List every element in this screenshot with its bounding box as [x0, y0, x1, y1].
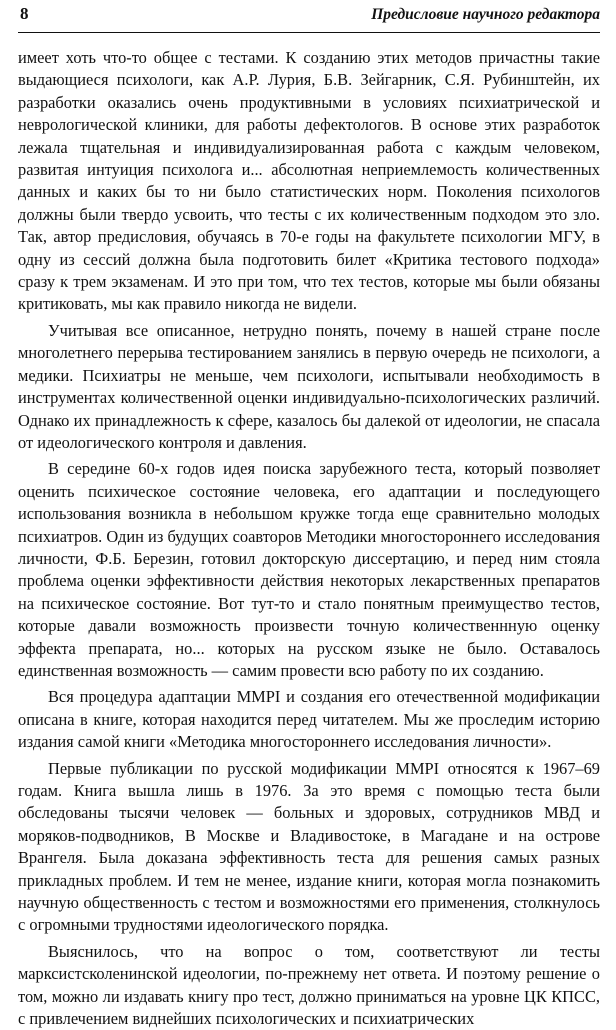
paragraph-5: Первые публикации по русской модификации MMPI относятся к 1967–69 годам. Книга вышла лишь в 1976. За это время с помощью теста были обследованы тысячи человек — больных и здоровых, сотрудников МВД и моряков-подводников, В Москве и Владивостоке, в Магадане и на острове Врангеля. Была доказана эффективность теста для решения самых разных прикладных проблем. И тем не менее, издание книги, которая могла познакомить научную общественность с тестом и возможностями его применения, столкнулось с огромными трудностями идеологического порядка. [18, 758, 600, 935]
paragraph-2: Учитывая все описанное, нетрудно понять, почему в нашей стране после многолетнего перерыва тестированием занялись в первую очередь не психологи, а медики. Психиатры не меньше, чем психологи, испытывали необходимость в инструментах количественной оценки индивидуально-психологических различий. Однако их принадлежность к сфере, казалось бы далекой от идеологии, не спасала от идеологического контроля и давления. [18, 320, 600, 452]
page-header [18, 2, 600, 33]
paragraph-1: имеет хоть что-то общее с тестами. К созданию этих методов причастны такие выдающиеся психологи, как А.Р. Лурия, Б.В. Зейгарник, С.Я. Рубинштейн, их разработки оказались очень продуктивными в условиях психиатрической и неврологической клиники, для работы дефектологов. В основе этих разработок лежала тщательная и индивидуализированная работа с каждым человеком, развитая интуиция психолога и... абсолютная неприемлемость количественных данных и каких бы то ни было статистических норм. Поколения психологов должны были твердо усвоить, что тесты с их количественным подходом это зло. Так, автор предисловия, обучаясь в 70-е годы на факультете психологии МГУ, в одну из сессий должна была подготовить билет «Критика тестового подхода» сразу к трем экзаменам. И это при том, что тех тестов, которые мы были обязаны критиковать, мы как правило никогда не видели. [18, 48, 600, 314]
page-number: 8 [20, 4, 29, 23]
book-page [18, 0, 600, 1029]
running-title: Предисловие научного редактора [371, 6, 600, 23]
paragraph-3: В середине 60-х годов идея поиска зарубежного теста, который позволяет оценить психическое состояние человека, его адаптации и последующего использования возникла в небольшом кружке тогда еще сравнительно молодых психиатров. Один из будущих соавторов Методики многостороннего исследования личности, Ф.Б. Березин, готовил докторскую диссертацию, и перед ним стояла проблема оценки эффективности действия некоторых лекарственных препаратов на психическое состояние. Вот тут-то и стало понятным преимущество тестов, которые давали возможность произвести точную количественнную оценку эффекта препарата, но... которых на русском языке не было. Оставалось единственная возможность — самим провести всю работу по их созданию. [18, 459, 600, 680]
paragraph-6: Выяснилось, что на вопрос о том, соответствуют ли тесты марксистсколенинской идеологии, по-прежнему нет ответа. И поэтому решение о том, можно ли издавать книгу про тест, должно приниматься на уровне ЦК КПСС, с привлечением виднейших психологических и психиатрических [18, 941, 600, 1029]
body-text [18, 47, 600, 1030]
paragraph-4: Вся процедура адаптации MMPI и создания его отечественной модификации описана в книге, которая находится перед читателем. Мы же проследим историю издания самой книги «Методика многостороннего исследования личности». [18, 687, 600, 752]
